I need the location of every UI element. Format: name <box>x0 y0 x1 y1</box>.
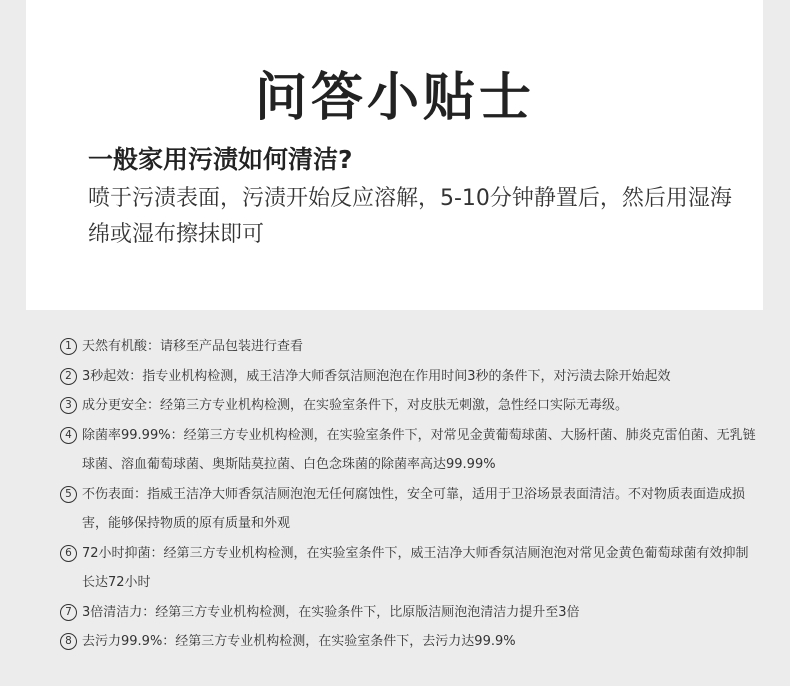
page-title: 问答小贴士 <box>254 68 535 128</box>
footnote-item <box>60 598 760 628</box>
footnote-text: 成分更安全：经第三方专业机构检测，在实验室条件下，对皮肤无刺激，急性经口实际无毒级。 <box>82 398 629 413</box>
footnote-item <box>60 332 760 362</box>
footnote-number-badge: 2 <box>60 368 77 385</box>
footnote-text: 除菌率99.99%：经第三方专业机构检测，在实验室条件下，对常见金黄葡萄球菌、大肠杆菌、肺炎克雷伯菌、无乳链球菌、溶血葡萄球菌、奥斯陆莫拉菌、白色念珠菌的除菌率高达99.99% <box>82 427 756 472</box>
footnote-item <box>60 627 760 657</box>
footnote-number-badge: 8 <box>60 633 77 650</box>
footnote-number-badge: 3 <box>60 397 77 414</box>
footnote-item <box>60 421 760 480</box>
footnote-number-badge: 7 <box>60 604 77 621</box>
qa-question: 一般家用污渍如何清洁? <box>88 145 353 174</box>
footnote-text: 天然有机酸：请移至产品包装进行查看 <box>82 339 304 354</box>
footnotes-list <box>60 332 760 657</box>
footnote-item <box>60 480 760 539</box>
footnote-item <box>60 391 760 421</box>
footnote-text: 72小时抑菌：经第三方专业机构检测，在实验室条件下，威王洁净大师香氛洁厕泡泡对常见金黄色葡萄球菌有效抑制长达72小时 <box>82 545 749 590</box>
footnote-text: 3秒起效：指专业机构检测，威王洁净大师香氛洁厕泡泡在作用时间3秒的条件下，对污渍去除开始起效 <box>82 368 671 384</box>
footnote-item <box>60 362 760 392</box>
footnote-number-badge: 5 <box>60 486 77 503</box>
footnote-number-badge: 6 <box>60 545 77 562</box>
footnote-item <box>60 539 760 598</box>
qa-answer: 喷于污渍表面，污渍开始反应溶解，5-10分钟静置后，然后用湿海绵或湿布擦抹即可 <box>88 186 732 247</box>
footnote-text: 3倍清洁力：经第三方专业机构检测，在实验条件下，比原版洁厕泡泡清洁力提升至3倍 <box>82 604 580 620</box>
footnote-text: 去污力99.9%：经第三方专业机构检测，在实验室条件下，去污力达99.9% <box>82 634 516 649</box>
footnote-number-badge: 4 <box>60 427 77 444</box>
footnote-number-badge: 1 <box>60 338 77 355</box>
footnote-text: 不伤表面：指威王洁净大师香氛洁厕泡泡无任何腐蚀性，安全可靠，适用于卫浴场景表面清洁。不对物质表面造成损害，能够保持物质的原有质量和外观 <box>82 486 746 531</box>
